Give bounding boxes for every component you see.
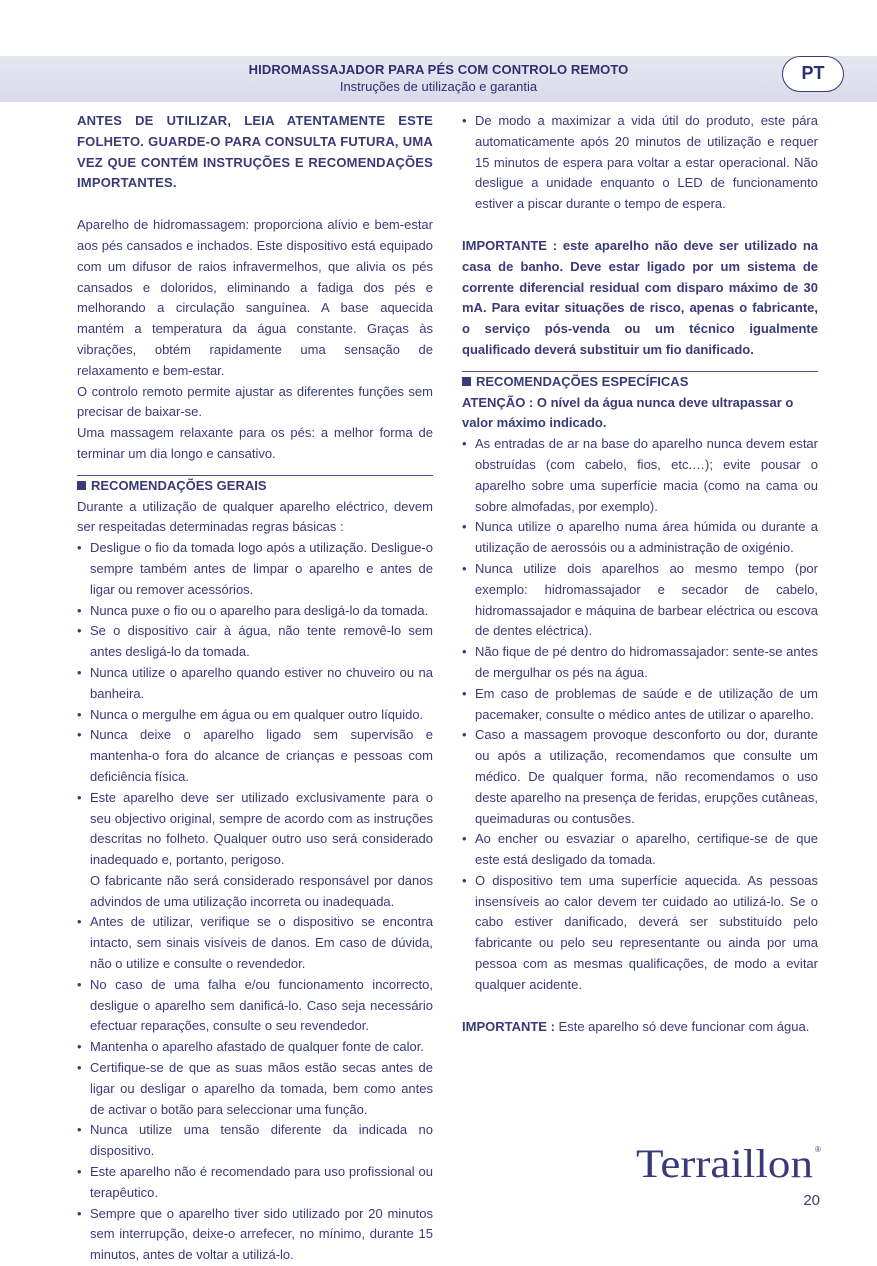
water-only-note: IMPORTANTE : Este aparelho só deve funcionar com água.	[462, 1018, 810, 1034]
list-item: • As entradas de ar na base do aparelho nunca devem estar obstruídas (com cabelo, fios, etc.…); evite pousar o aparelho sobre uma superfície macia (como na cama ou sobre almofadas, por exemplo).	[462, 434, 818, 517]
list-item: • Nunca deixe o aparelho ligado sem supervisão e mantenha-o fora do alcance de crianças e pessoas com deficiência física.	[77, 725, 433, 787]
list-item: • O dispositivo tem uma superfície aquecida. As pessoas insensíveis ao calor devem ter cuidado ao utilizá-lo. Se o cabo estiver danificado, deverá ser substituído pelo fabricante ou pelo seu representante ou ainda por uma pessoa com as mesmas qualificações, de modo a evitar qualquer acidente.	[462, 871, 818, 996]
list-item: • Em caso de problemas de saúde e de utilização de um pacemaker, consulte o médico antes de utilizar o aparelho.	[462, 684, 818, 726]
list-item: • Nunca utilize uma tensão diferente da indicada no dispositivo.	[77, 1120, 433, 1162]
list-item: • Este aparelho não é recomendado para uso profissional ou terapêutico.	[77, 1162, 433, 1204]
terraillon-logo	[636, 1136, 826, 1186]
intro-remote: O controlo remoto permite ajustar as diferentes funções sem precisar de baixar-se.	[77, 383, 433, 420]
list-item: • Mantenha o aparelho afastado de qualquer fonte de calor.	[77, 1037, 433, 1058]
list-item: • Antes de utilizar, verifique se o dispositivo se encontra intacto, sem sinais visíveis de danos. Em caso de dúvida, não o utilize e consulte o revendedor.	[77, 912, 433, 974]
intro-massage: Uma massagem relaxante para os pés: a melhor forma de terminar um dia longo e cansativo.	[77, 425, 433, 461]
list-item: • Ao encher ou esvaziar o aparelho, certifique-se de que este está desligado da tomada.	[462, 829, 818, 871]
list-item: • Caso a massagem provoque desconforto ou dor, durante ou após a utilização, recomendamos que consulte um médico. De qualquer forma, não recomendamos o uso deste aparelho na presença de feridas, erupções cutâneas, queimaduras ou contusões.	[462, 725, 818, 829]
list-item: • Se o dispositivo cair à água, não tente removê-lo sem antes desligá-lo da tomada.	[77, 621, 433, 663]
registered-mark: ®	[815, 1145, 821, 1154]
list-item: • No caso de uma falha e/ou funcionamento incorrecto, desligue o aparelho sem danificá-lo. Caso seja necessário efectuar reparações, consulte o seu revendedor.	[77, 975, 433, 1037]
liability-note: O fabricante não será considerado responsável por danos advindos de uma utilização incorreta ou inadequada.	[90, 872, 433, 909]
specific-recommendations-heading: RECOMENDAÇÕES ESPECÍFICAS	[462, 372, 818, 393]
list-item: • Nunca o mergulhe em água ou em qualquer outro líquido.	[77, 705, 433, 726]
language-badge: PT	[782, 56, 844, 92]
list-item: • Nunca utilize dois aparelhos ao mesmo tempo (por exemplo: hidromassajador e secador de cabelo, hidromassajador e máquina de barbear eléctrica ou escova de dentes eléctrica).	[462, 559, 818, 642]
list-item: • Nunca utilize o aparelho quando estiver no chuveiro ou na banheira.	[77, 663, 433, 705]
left-column	[77, 111, 433, 1266]
important-notice: IMPORTANTE : este aparelho não deve ser utilizado na casa de banho. Deve estar ligado por um sistema de corrente diferencial residual com disparo máximo de 30 mA. Para evitar situações de risco, apenas o fabricante, o serviço pós-venda ou um técnico igualmente qualificado deverá substituir um fio danificado.	[462, 237, 818, 357]
document-title: HIDROMASSAJADOR PARA PÉS COM CONTROLO REMOTO	[248, 62, 629, 77]
page-number: 20	[803, 1192, 820, 1209]
warning-text: ANTES DE UTILIZAR, LEIA ATENTAMENTE ESTE FOLHETO. GUARDE-O PARA CONSULTA FUTURA, UMA VEZ QUE CONTÉM INSTRUÇÕES E RECOMENDAÇÕES IMPORTANTES.	[77, 113, 433, 191]
list-item: • Nunca utilize o aparelho numa área húmida ou durante a utilização de aerossóis ou a administração de oxigénio.	[462, 517, 818, 559]
square-bullet-icon	[462, 377, 471, 386]
document-subtitle: Instruções de utilização e garantia	[339, 79, 538, 94]
intro-paragraph: Aparelho de hidromassagem: proporciona alívio e bem-estar aos pés cansados e inchados. Este dispositivo está equipado com um difusor de raios infravermelhos, que alivia os pés cansados e doloridos, eliminando a fadiga dos pés e melhorando a circulação sanguínea. A base aquecida mantém a temperatura da água constante. Graças às vibrações, obtém rapidamente uma sensação de relaxamento e bem-estar.	[77, 217, 433, 378]
list-item: • Sempre que o aparelho tiver sido utilizado por 20 minutos sem interrupção, deixe-o arrefecer, no mínimo, durante 15 minutos, antes de voltar a utilizá-lo.	[77, 1204, 433, 1266]
logo-text: Terraillon	[636, 1141, 813, 1186]
specific-list	[462, 434, 818, 996]
list-item: • Este aparelho deve ser utilizado exclusivamente para o seu objectivo original, sempre de acordo com as instruções descritas no folheto. Qualquer outro uso será considerado inadequado e, portanto, perigoso. O fabricante não será considerado responsável por danos advindos de uma utilização incorreta ou inadequada.	[77, 788, 433, 913]
attention-note: ATENÇÃO : O nível da água nunca deve ultrapassar o valor máximo indicado.	[462, 394, 794, 431]
right-column	[462, 111, 818, 1037]
general-list	[77, 538, 433, 1266]
list-item: • Certifique-se de que as suas mãos estão secas antes de ligar ou desligar o aparelho da tomada, bem como antes de activar o botão para seleccionar uma função.	[77, 1058, 433, 1120]
general-recommendations-heading: RECOMENDAÇÕES GERAIS	[77, 476, 433, 497]
square-bullet-icon	[77, 481, 86, 490]
list-item: • Nunca puxe o fio ou o aparelho para desligá-lo da tomada.	[77, 601, 433, 622]
list-item: • De modo a maximizar a vida útil do produto, este pára automaticamente após 20 minutos de utilização e requer 15 minutos de espera para voltar a estar operacional. Não desligue a unidade enquanto o LED de funcionamento estiver a piscar durante o tempo de espera.	[462, 111, 818, 215]
header-band	[0, 56, 877, 102]
list-item: • Desligue o fio da tomada logo após a utilização. Desligue-o sempre também antes de limpar o aparelho e antes de ligar ou remover acessórios.	[77, 538, 433, 600]
list-item: • Não fique de pé dentro do hidromassajador: sente-se antes de mergulhar os pés na água.	[462, 642, 818, 684]
general-intro: Durante a utilização de qualquer aparelho eléctrico, devem ser respeitadas determinadas regras básicas :	[77, 498, 433, 535]
